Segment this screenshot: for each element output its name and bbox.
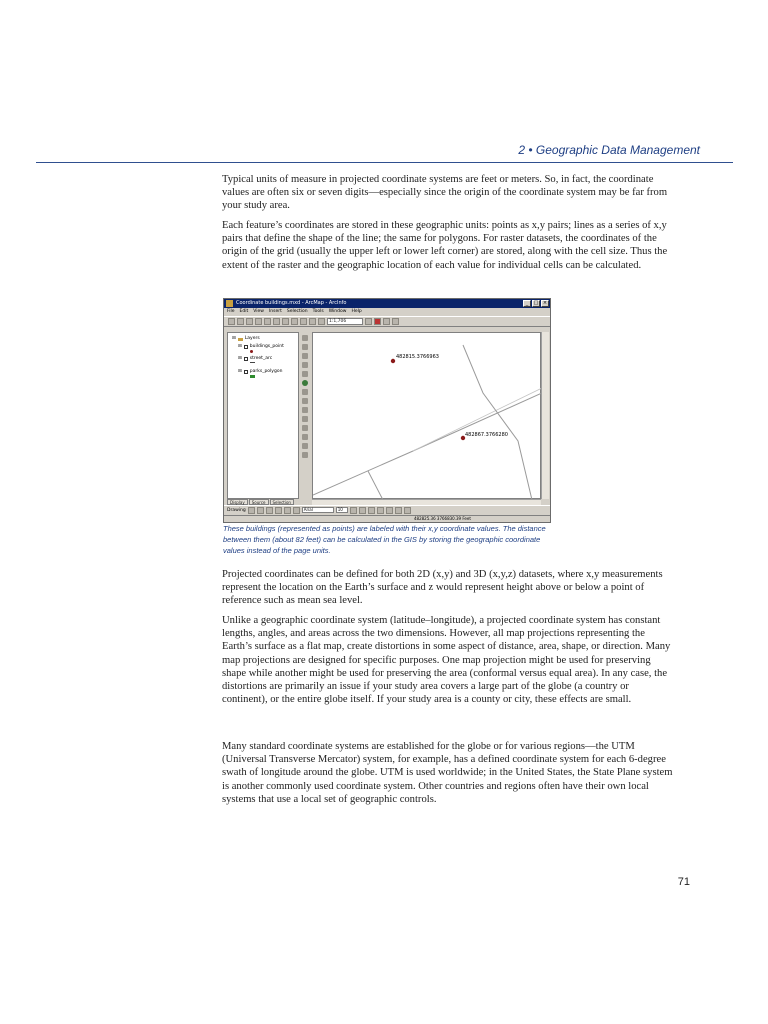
full-extent-icon <box>302 380 308 386</box>
zoom-in-icon <box>302 335 308 341</box>
rotate-icon <box>257 507 264 514</box>
tab-source: Source <box>249 499 269 505</box>
italic-icon <box>359 507 366 514</box>
menu-tools: Tools <box>312 309 324 314</box>
polygon-symbol-icon <box>250 375 255 378</box>
identify-icon <box>302 425 308 431</box>
toc-layer-streets: ⊟ street_arc <box>238 356 273 361</box>
copy-icon <box>273 318 280 325</box>
fixed-zoom-in-icon <box>302 353 308 359</box>
window-title: Coordinate buildings.mxd - ArcMap - ArcInfo <box>236 300 347 306</box>
map-canvas <box>313 333 542 500</box>
page-number: 71 <box>677 876 690 888</box>
zoom-whole-page-icon <box>266 507 273 514</box>
save-icon <box>246 318 253 325</box>
figure-caption: These buildings (represented as points) are labeled with their x,y coordinate values. The distance between them (about 82 feet) can be calculated in the GIS by storing the geographic coordinate values instead of the page units. <box>223 524 546 555</box>
toc-symbol-line <box>250 362 255 363</box>
select-features-icon <box>302 407 308 413</box>
menu-edit: Edit <box>239 309 249 314</box>
open-icon <box>237 318 244 325</box>
paragraph-5: Many standard coordinate systems are established for the globe or for various regions—the UTM (Universal Transverse Mercator) system, for example, has a defined coordinate system for each 6-degree swath of longitude around the globe. UTM is used worldwide; in the United States, the State Plane system is another commonly used coordinate system. Other countries and regions often have their own local systems that use a local set of geographic controls. <box>222 741 673 805</box>
find-icon <box>302 434 308 440</box>
toc-symbol-polygon <box>250 375 255 378</box>
new-icon <box>228 318 235 325</box>
menu-selection: Selection <box>286 309 308 314</box>
map-view <box>312 332 541 499</box>
underline-icon <box>368 507 375 514</box>
status-coordinates: 482825.36 3766830.39 Feet <box>414 516 471 521</box>
header-rule <box>36 162 733 163</box>
toc-layer-parks: ⊟ parks_polygon <box>238 369 283 374</box>
map-vertical-scrollbar <box>541 332 549 499</box>
marker-color-icon <box>404 507 411 514</box>
undo-icon <box>300 318 307 325</box>
zoom-out-icon <box>302 344 308 350</box>
tools-toolbar <box>300 332 310 505</box>
menu-bar <box>224 308 550 316</box>
draw-toolbar <box>224 505 550 514</box>
select-arrow-icon <box>248 507 255 514</box>
menu-insert: Insert <box>268 309 282 314</box>
status-bar <box>224 515 550 522</box>
next-extent-icon <box>302 398 308 404</box>
road-line <box>368 471 383 500</box>
map-scale-field: 1:1,706 <box>327 318 363 325</box>
standard-toolbar <box>224 316 550 327</box>
building-point-label: 482867.3766280 <box>465 432 508 438</box>
layer-visibility-checkbox <box>244 370 248 374</box>
rectangle-icon <box>275 507 282 514</box>
paragraph-2: Each feature’s coordinates are stored in these geographic units: points as x,y pairs; lines as a series of x,y pairs that define the shape of the line; the same for polygons. For raster datasets, the coordinates of the origin of the grid (usually the upper left or lower left corner) are stored, along with the cell size. Thus the extent of the raster and the geographic location of each value for individual cells can be calculated. <box>222 220 668 271</box>
building-point-label: 482815.3766963 <box>396 354 439 360</box>
font-size-field: 10 <box>336 507 348 513</box>
table-of-contents <box>227 332 299 499</box>
pan-icon <box>302 371 308 377</box>
app-icon <box>226 300 233 307</box>
building-point <box>391 359 395 363</box>
add-data-icon <box>318 318 325 325</box>
menu-view: View <box>253 309 264 314</box>
paragraph-4: Unlike a geographic coordinate system (latitude–longitude), a projected coordinate system has constant lengths, angles, and areas across the two dimensions. However, all map projections representing the Earth’s surface as a flat map, create distortions in some aspect of distance, area, shape, or direction. Many map projections are designed for specific purposes. One map projection might be used for preserving shape while another might be used for preserving the area (conformal versus equal area). In any case, the distortions are primarily an issue if your study area covers a large part of the globe (a country or continent), or the entire globe itself. If your study area is a county or city, these effects are small. <box>222 615 671 706</box>
text-icon <box>284 507 291 514</box>
layer-visibility-checkbox <box>244 357 248 361</box>
hyperlink-icon <box>302 452 308 458</box>
menu-file: File <box>227 309 235 314</box>
toc-layer-buildings: ⊟ buildings_point <box>238 344 284 349</box>
fill-color-icon <box>386 507 393 514</box>
close-icon: × <box>542 300 548 306</box>
cut-icon <box>264 318 271 325</box>
fixed-zoom-out-icon <box>302 362 308 368</box>
whats-this-icon <box>392 318 399 325</box>
line-color-icon <box>395 507 402 514</box>
tab-selection: Selection <box>270 499 294 505</box>
menu-window: Window <box>328 309 347 314</box>
road-line <box>463 345 532 500</box>
paragraph-1: Typical units of measure in projected coordinate systems are feet or meters. So, in fact, the coordinate values are often six or seven digits—especially since the origin of the coordinate system may be far from your study area. <box>222 174 668 212</box>
maximize-icon: □ <box>533 300 539 306</box>
tab-display: Display <box>227 499 248 505</box>
road-line <box>413 388 542 451</box>
measure-icon <box>302 443 308 449</box>
toc-symbol-point <box>250 350 253 353</box>
select-elements-icon <box>302 416 308 422</box>
print-icon <box>255 318 262 325</box>
edit-vertices-icon <box>293 507 300 514</box>
arcmap-screenshot-figure <box>223 298 551 523</box>
layers-icon <box>238 338 243 341</box>
menu-help: Help <box>351 309 362 314</box>
bold-icon <box>350 507 357 514</box>
toc-layers-root: ⊟ Layers <box>232 336 260 341</box>
editor-icon <box>365 318 372 325</box>
redo-icon <box>309 318 316 325</box>
arctoolbox-icon <box>374 318 381 325</box>
drawing-menu: Drawing <box>227 507 246 513</box>
layer-visibility-checkbox <box>244 345 248 349</box>
arccatalog-icon <box>383 318 390 325</box>
window-titlebar <box>224 299 550 308</box>
line-symbol-icon <box>250 362 255 363</box>
minimize-icon: _ <box>523 300 531 307</box>
chapter-header: 2 • Geographic Data Management <box>518 143 700 157</box>
previous-extent-icon <box>302 389 308 395</box>
point-symbol-icon <box>250 350 253 353</box>
font-name-field: Arial <box>302 507 334 513</box>
font-color-icon <box>377 507 384 514</box>
delete-icon <box>291 318 298 325</box>
paste-icon <box>282 318 289 325</box>
paragraph-3: Projected coordinates can be defined for both 2D (x,y) and 3D (x,y,z) datasets, where x,y measurements represent the location on the Earth’s surface and z would represent height above or below a point of reference such as mean sea level. <box>222 569 663 607</box>
